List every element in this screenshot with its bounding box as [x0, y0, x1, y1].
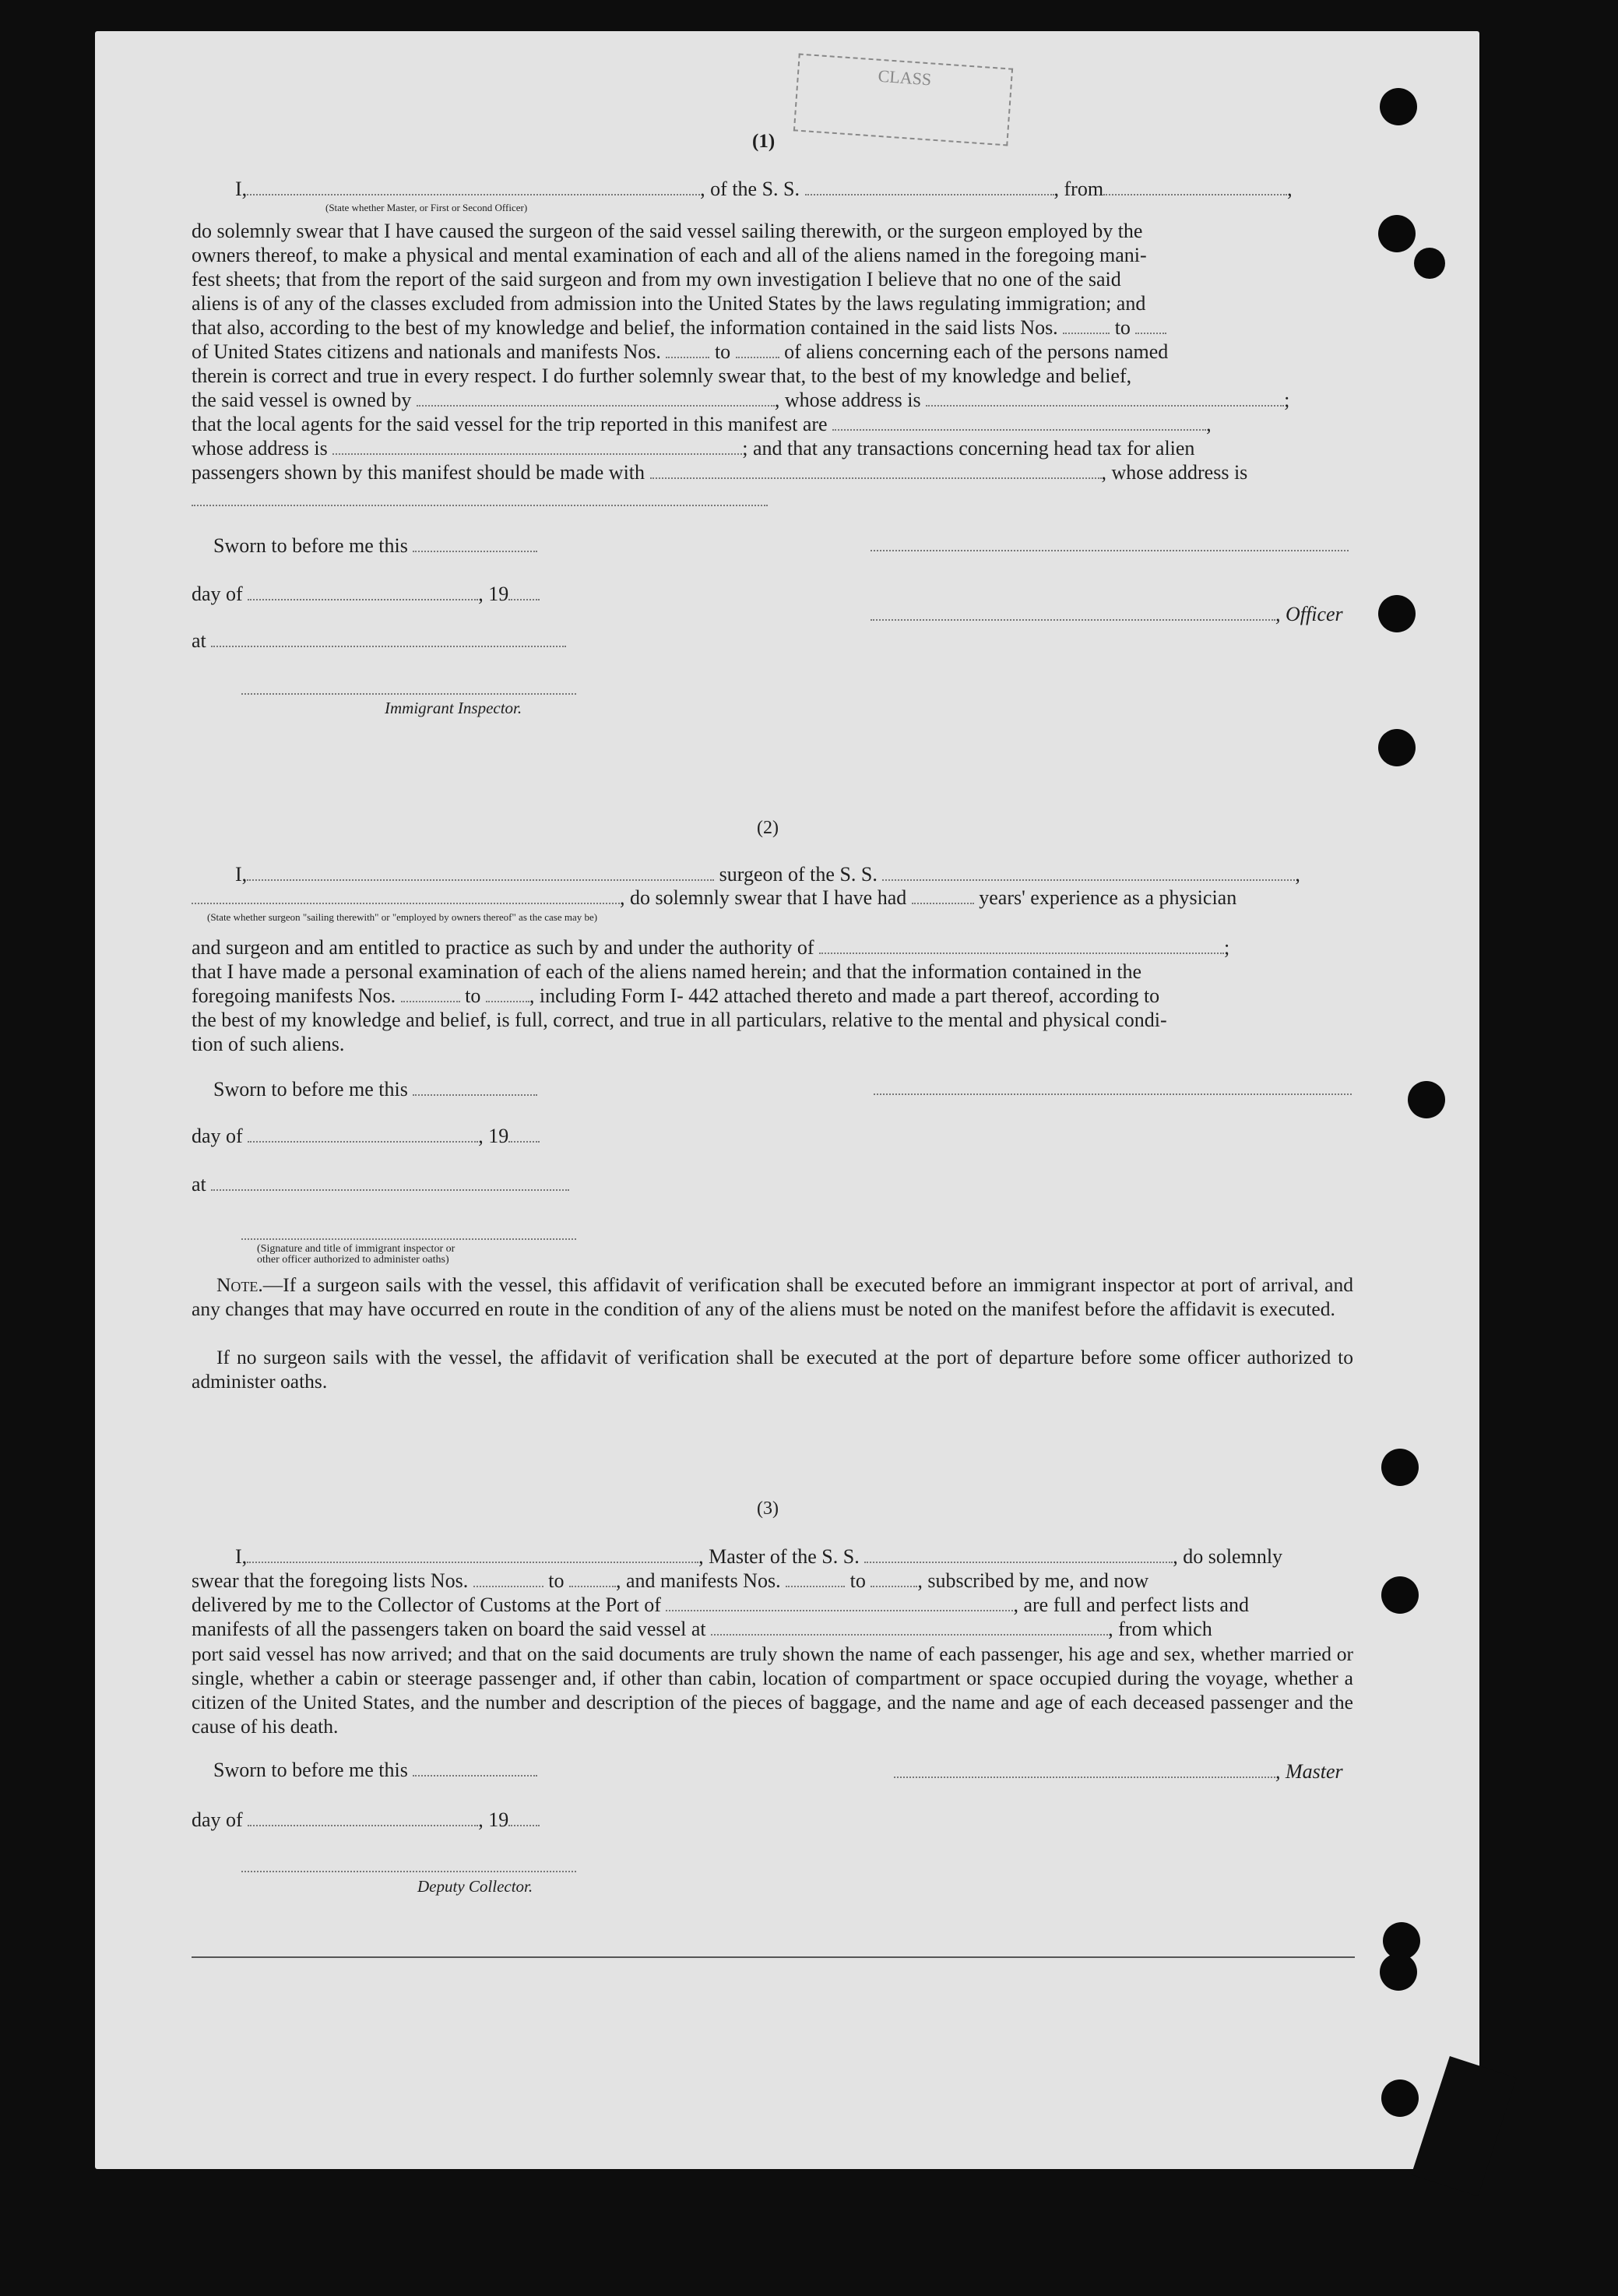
- oath-line: [192, 886, 1236, 910]
- signature-line: [241, 693, 576, 695]
- note-paragraph: If no surgeon sails with the vessel, the affidavit of verification shall be executed at the port of departure before some officer authorized to administer oaths.: [192, 1346, 1353, 1393]
- signature-line: [241, 1871, 576, 1872]
- text-line: owners thereof, to make a physical and mental examination of each and all of the aliens named in the foregoing mani-: [192, 244, 1147, 266]
- sworn-line: [213, 534, 537, 558]
- text-line: [192, 437, 1194, 460]
- punch-hole: [1378, 595, 1416, 632]
- sworn-line: [213, 1759, 537, 1782]
- text: the said vessel is owned by: [192, 389, 412, 411]
- text-line: therein is correct and true in every respect. I do further solemnly swear that, to the best of my knowledge and belief,: [192, 364, 1132, 387]
- punch-hole: [1381, 1576, 1419, 1614]
- text: Sworn to before me this: [213, 1759, 408, 1781]
- text-line: [192, 316, 1166, 340]
- day-line: [192, 1125, 540, 1148]
- text: day of: [192, 1808, 243, 1831]
- punch-hole: [1381, 2079, 1419, 2117]
- text: at: [192, 1173, 206, 1196]
- stamp-text: CLASS: [877, 65, 933, 90]
- signature-caption: Deputy Collector.: [417, 1877, 533, 1896]
- punch-hole: [1414, 248, 1445, 279]
- text: Sworn to before me this: [213, 1078, 408, 1100]
- text: , of the S. S.: [700, 178, 800, 200]
- sworn-line: [213, 1078, 537, 1101]
- text: , 19: [478, 1808, 509, 1831]
- text: —If a surgeon sails with the vessel, this affidavit of verification shall be executed before an immigrant inspector at port of arrival, and any changes that may have occurred en route in the condition of any of the aliens must be noted on the manifest before the affidavit is executed.: [192, 1273, 1353, 1320]
- text: to: [1114, 316, 1131, 339]
- punch-hole: [1378, 215, 1416, 252]
- text: day of: [192, 583, 243, 605]
- text: ; and that any transactions concerning head tax for alien: [742, 437, 1195, 460]
- text: , and manifests Nos.: [616, 1569, 781, 1592]
- section-number: (1): [752, 131, 776, 152]
- section-number: (2): [757, 818, 779, 838]
- text: , Master: [1275, 1760, 1343, 1783]
- officer-line: [871, 603, 1343, 626]
- text: to: [465, 984, 481, 1007]
- text: surgeon of the S. S.: [719, 863, 878, 886]
- section-number: (3): [757, 1498, 779, 1519]
- ink-stamp: [793, 53, 1013, 146]
- punch-hole: [1381, 1449, 1419, 1486]
- day-line: [192, 1808, 540, 1832]
- text: of United States citizens and nationals and manifests Nos.: [192, 340, 661, 363]
- text: , do solemnly: [1173, 1545, 1283, 1568]
- text-line: tion of such aliens.: [192, 1033, 345, 1055]
- text: , from: [1053, 178, 1104, 200]
- text: , subscribed by me, and now: [917, 1569, 1149, 1592]
- text: to: [849, 1569, 866, 1592]
- text: Sworn to before me this: [213, 534, 408, 557]
- text: I,: [235, 863, 248, 886]
- bottom-rule: [192, 1956, 1355, 1958]
- text: years' experience as a physician: [979, 886, 1237, 909]
- text-line: [192, 340, 1168, 364]
- text: whose address is: [192, 437, 328, 460]
- text-line: the best of my knowledge and belief, is full, correct, and true in all particulars, relative to the mental and physical condi-: [192, 1009, 1167, 1031]
- text-line: the said vessel is owned by , whose address is ;: [192, 389, 1290, 411]
- text-line: fest sheets; that from the report of the said surgeon and from my own investigation I believe that no one of the said: [192, 268, 1121, 291]
- punch-hole: [1378, 729, 1416, 766]
- signature-caption: other officer authorized to administer oaths): [257, 1254, 449, 1266]
- text: , 19: [478, 583, 509, 605]
- text-line: aliens is of any of the classes excluded from admission into the United States by the laws regulating immigration; and: [192, 292, 1146, 315]
- text: I,: [235, 1545, 248, 1568]
- text-line: [192, 984, 1159, 1008]
- text: at: [192, 629, 206, 652]
- at-line: [192, 1173, 569, 1196]
- text: , do solemnly swear that I have had: [620, 886, 907, 909]
- note-paragraph: [192, 1273, 1353, 1321]
- text: , whose address is: [774, 389, 921, 411]
- field-note: (State whether surgeon "sailing therewith" or "employed by owners thereof" as the case may be): [207, 911, 598, 923]
- text: manifests of all the passengers taken on board the said vessel at: [192, 1618, 706, 1640]
- text-line: that I have made a personal examination of each of the aliens named herein; and that the information contained in the: [192, 960, 1142, 983]
- text-line: [192, 461, 1247, 484]
- oath-line: I, , of the S. S. , from ,: [235, 178, 1293, 200]
- text: swear that the foregoing lists Nos.: [192, 1569, 469, 1592]
- at-line: [192, 629, 566, 653]
- text-line: and surgeon and am entitled to practice as such by and under the authority of ;: [192, 936, 1230, 959]
- text: of aliens concerning each of the persons named: [784, 340, 1169, 363]
- day-line: [192, 583, 540, 606]
- oath-line: [235, 1545, 1282, 1569]
- text-line: that the local agents for the said vessel for the trip reported in this manifest are ,: [192, 413, 1212, 435]
- master-line: [894, 1760, 1343, 1784]
- text: to: [714, 340, 731, 363]
- text: , 19: [478, 1125, 509, 1147]
- text: that also, according to the best of my knowledge and belief, the information contained in the said lists Nos.: [192, 316, 1058, 339]
- text: passengers shown by this manifest should be made with: [192, 461, 645, 484]
- text: day of: [192, 1125, 243, 1147]
- text: , Master of the S. S.: [698, 1545, 860, 1568]
- text-line: [192, 1593, 1249, 1617]
- text-paragraph: port said vessel has now arrived; and that on the said documents are truly shown the name of each passenger, his age and sex, whether married or single, whether a cabin or steerage passenger and, if other than cabin, location of compartment or space occupied during the voyage, whether a citizen of the United States, and the number and description of the pieces of baggage, and the name and age of each deceased passenger and the cause of his death.: [192, 1643, 1353, 1738]
- text: , from which: [1108, 1618, 1212, 1640]
- blank-line: [192, 505, 768, 506]
- text: delivered by me to the Collector of Customs at the Port of: [192, 1593, 661, 1616]
- signature-caption: Immigrant Inspector.: [385, 699, 522, 717]
- field-note: (State whether Master, or First or Second Officer): [325, 202, 528, 213]
- note-label: Note.: [216, 1273, 263, 1296]
- punch-hole: [1380, 1953, 1417, 1991]
- text: , are full and perfect lists and: [1013, 1593, 1249, 1616]
- text-line: [192, 1569, 1148, 1593]
- text: and surgeon and am entitled to practice as such by and under the authority of: [192, 936, 814, 959]
- text: foregoing manifests Nos.: [192, 984, 396, 1007]
- text: , including Form I- 442 attached thereto and made a part thereof, according to: [529, 984, 1160, 1007]
- text-line: do solemnly swear that I have caused the surgeon of the said vessel sailing therewith, or the surgeon employed by the: [192, 220, 1143, 242]
- text-line: [192, 1618, 1212, 1641]
- signature-line: [871, 550, 1349, 551]
- text: , whose address is: [1101, 461, 1248, 484]
- text: that the local agents for the said vessel for the trip reported in this manifest are: [192, 413, 828, 435]
- signature-line: [241, 1238, 576, 1240]
- oath-line: I, surgeon of the S. S. ,: [235, 863, 1300, 886]
- signature-line: [874, 1093, 1352, 1095]
- punch-hole: [1408, 1081, 1445, 1118]
- text: I,: [235, 178, 248, 200]
- text: to: [548, 1569, 565, 1592]
- punch-hole: [1380, 88, 1417, 125]
- signature-caption: (Signature and title of immigrant inspector or: [257, 1243, 456, 1255]
- text: , Officer: [1275, 603, 1343, 625]
